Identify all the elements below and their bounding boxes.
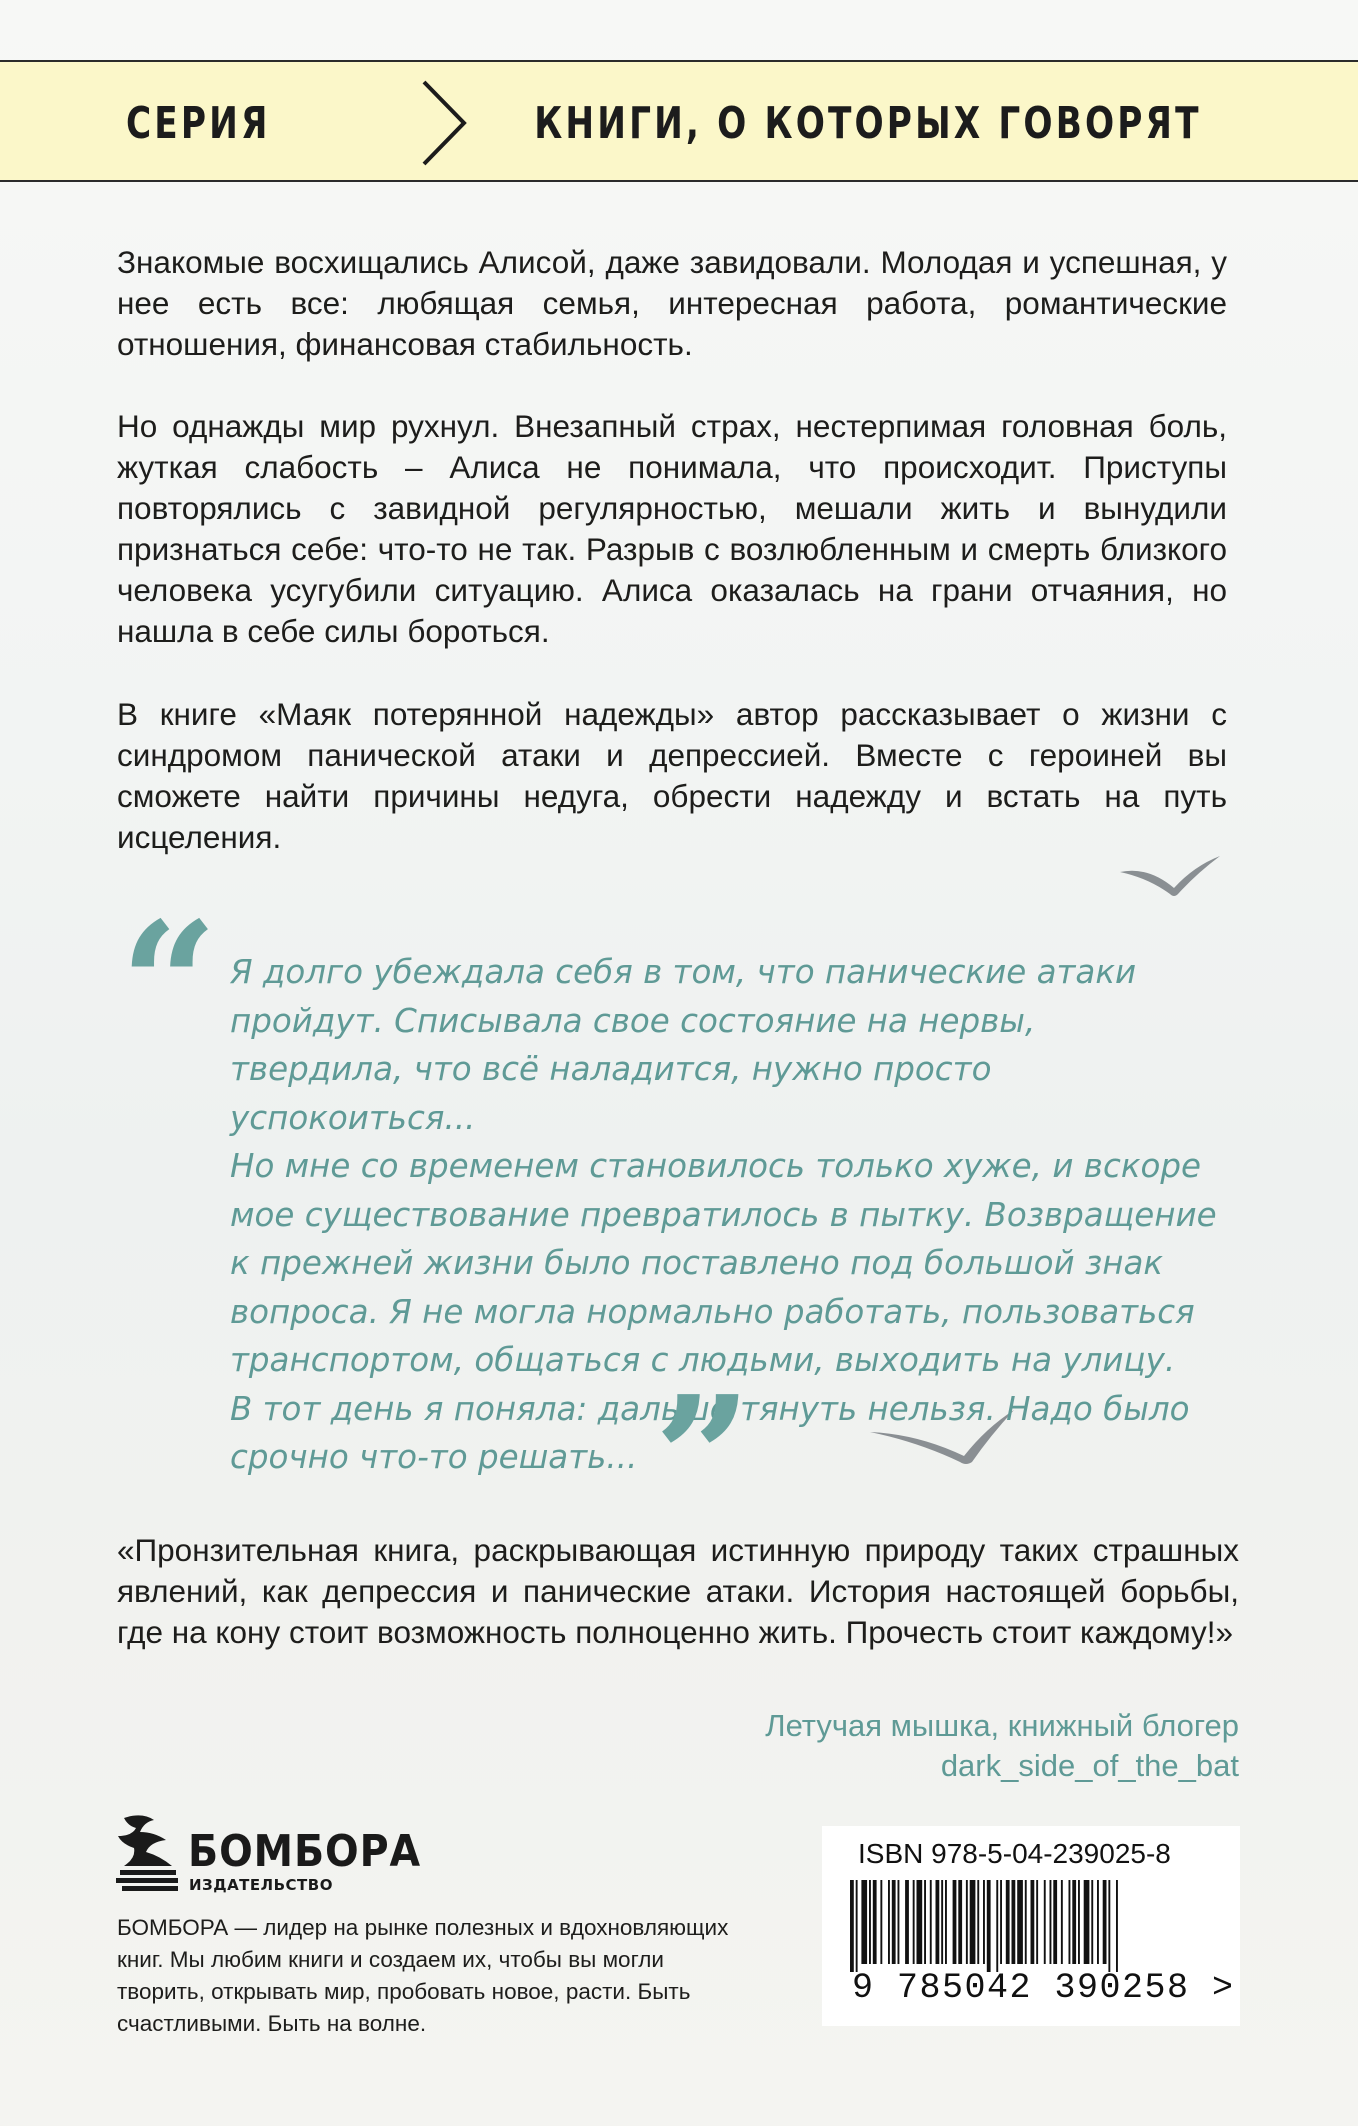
chevron-right-icon <box>420 78 470 168</box>
excerpt-quote: Я долго убеждала себя в том, что панические атаки пройдут. Списывала свое состояние на нервы, твердила, что всё наладится, нужно просто успокоиться... Но мне со временем становилось только хуже, и вскоре мое существование превратилось в пытку. Возвращение к прежней жизни было поставлено под большой знак вопроса. Я не могла нормально работать, пользоваться транспортом, общаться с людьми, выходить на улицу. В тот день я поняла: дальше тянуть нельзя. Надо было срочно что-то решать... <box>230 953 1217 1476</box>
publisher-logo-subtitle: ИЗДАТЕЛЬСТВО <box>189 1876 333 1894</box>
description-paragraph-1: Знакомые восхищались Алисой, даже завидовали. Молодая и успешная, у нее есть все: любящая семья, интересная работа, романтические отношения, финансовая стабильность. <box>117 244 1227 362</box>
open-quote-mark: “ <box>120 885 218 1085</box>
series-name: КНИГИ, О КОТОРЫХ ГОВОРЯТ <box>534 98 1202 149</box>
description-paragraph-2: Но однажды мир рухнул. Внезапный страх, нестерпимая головная боль, жуткая слабость – Алиса не понимала, что происходит. Приступы повторялись с завидной регулярностью, мешали жить и вынудили признаться себе: что-то не так. Разрыв с возлюбленным и смерть близкого человека усугубили ситуацию. Алиса оказалась на грани отчаяния, но нашла в себе силы бороться. <box>117 408 1227 649</box>
review-author-handle: dark_side_of_the_bat <box>940 1748 1239 1783</box>
bombora-logo-icon <box>114 1812 186 1894</box>
series-label: СЕРИЯ <box>126 98 271 149</box>
publisher-logo-name: БОМБОРА <box>188 1826 422 1877</box>
isbn-number: ISBN 978-5-04-239025-8 <box>858 1838 1171 1869</box>
close-quote-mark: ” <box>654 1359 752 1559</box>
ean-digits: 9 785042 390258 > <box>852 1968 1235 2008</box>
publisher-description: БОМБОРА — лидер на рынке полезных и вдохновляющих книг. Мы любим книги и создаем их, чтобы вы могли творить, открывать мир, пробовать новое, расти. Быть счастливыми. Быть на волне. <box>117 1915 729 2036</box>
review-text: «Пронзительная книга, раскрывающая истинную природу таких страшных явлений, как депрессия и панические атаки. История настоящей борьбы, где на кону стоит возможность полноценно жить. Прочесть стоит каждому!» <box>117 1532 1239 1650</box>
seagull-icon <box>1118 852 1222 902</box>
series-banner <box>0 60 1358 182</box>
barcode <box>850 1880 1200 1972</box>
description-paragraph-3: В книге «Маяк потерянной надежды» автор рассказывает о жизни с синдромом панической атаки и депрессией. Вместе с героиней вы сможете найти причины недуга, обрести надежду и встать на путь исцеления. <box>117 696 1227 855</box>
review-author: Летучая мышка, книжный блогер <box>765 1708 1239 1743</box>
